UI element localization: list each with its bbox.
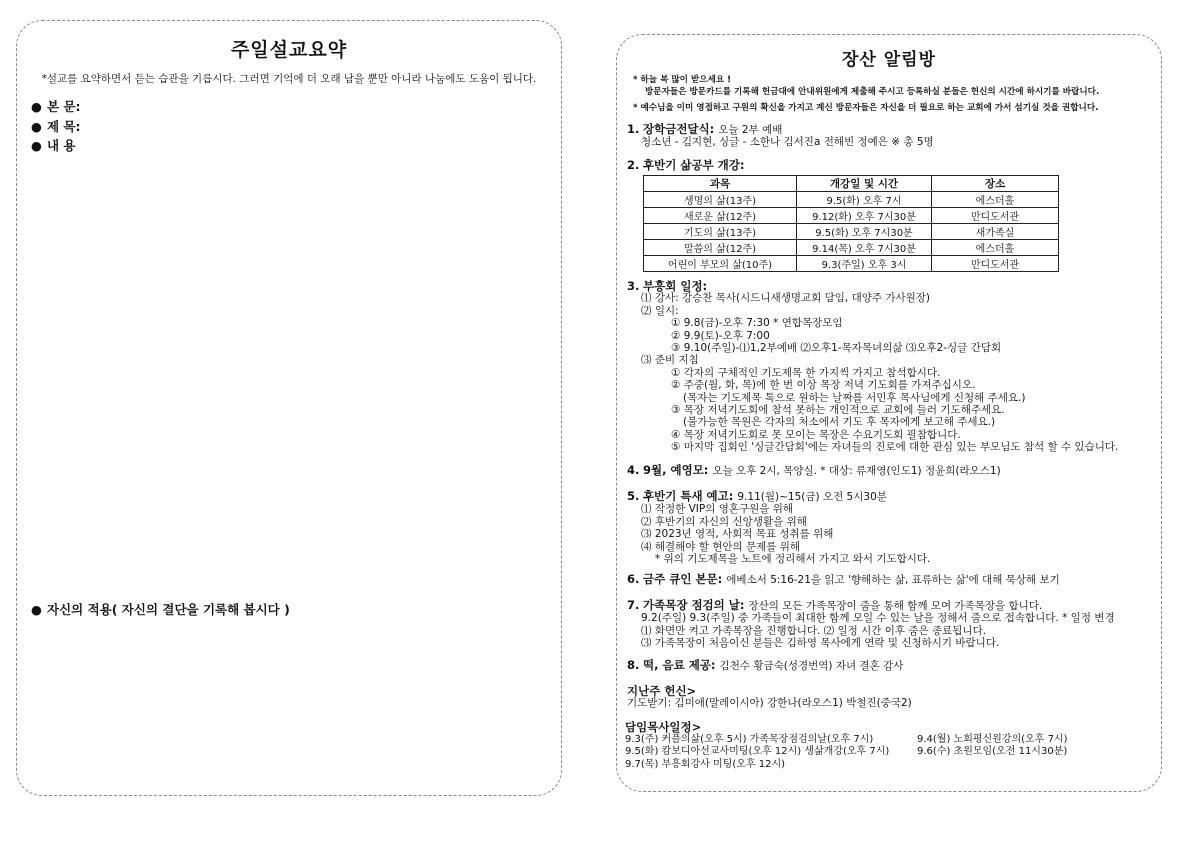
table-cell: 9.14(목) 오후 7시30분: [797, 240, 932, 256]
course-table: [643, 175, 1059, 272]
schedule-left: 9.3(주) 커플의삶(오후 5시) 가족목장점검의날(오후 7시): [625, 733, 874, 745]
table-header-row: [644, 176, 1059, 192]
special-dawn-line: * 위의 기도제목을 노트에 정리해서 가지고 와서 기도합시다.: [655, 553, 931, 566]
list-item: [625, 734, 1155, 747]
table-cell: 만디도서관: [932, 208, 1059, 224]
table-cell: 9.5(화) 오후 7시: [797, 192, 932, 208]
bullet-icon: ●: [31, 119, 42, 134]
section-special-dawn-head: 후반기 특새 예고:: [643, 489, 734, 503]
section-family-check-head: 가족목장 점검의 날:: [643, 598, 745, 612]
table-cell: 9.5(화) 오후 7시30분: [797, 224, 932, 240]
revival-line: ① 각자의 구체적인 기도제목 한 가지씩 가지고 참석합시다.: [671, 366, 941, 379]
section-special-dawn: 5. 후반기 특새 예고: 9.11(월)~15(금) 오전 5시30분 ⑴ 작정한 VIP의 영혼구원을 위해 ⑵ 후반기의 자신의 신앙생활을 위해 ⑶ 2023년 영적, 사회적 목표 성취를 위해 ⑷ 해결해야 할 현안의 문제를 위해 * 위의 기도제목을 노트에 정리해서 가지고 와서 기도합시다.: [627, 490, 1157, 565]
list-item: [625, 746, 1155, 759]
table-cell: 기도의 삶(13주): [644, 224, 797, 240]
family-check-line: ⑴ 화면만 켜고 가족목장을 진행합니다. ⑵ 일정 시간 이후 줌은 종료됩니다.: [641, 624, 987, 637]
revival-line: ④ 목장 저녁기도회로 못 모이는 목장은 수요기도회 필참합니다.: [671, 428, 961, 441]
special-dawn-line: ⑶ 2023년 영적, 사회적 목표 성취를 위해: [641, 528, 834, 541]
table-cell: 에스더홀: [932, 192, 1059, 208]
section-yeyoungmo: 4. 9월, 예영모: 오늘 오후 2시, 목양실. * 대상: 류재영(인도1) 정윤희(라오스1): [627, 463, 1001, 477]
section-scholarship: 1. 장학금전달식: 오늘 2부 예배 청소년 - 김지현, 싱글 - 소한나 김서진a 전해빈 정예은 ※ 총 5명: [627, 123, 1157, 149]
section-scholarship-line: 청소년 - 김지현, 싱글 - 소한나 김서진a 전해빈 정예은 ※ 총 5명: [641, 136, 934, 149]
pastor-schedule-head: 담임목사일정>: [625, 720, 702, 734]
revival-line: ⑤ 마지막 집회인 '싱글간담회'에는 자녀들의 진로에 대한 관심 있는 부모님도 참석 할 수 있습니다.: [671, 441, 1119, 454]
family-check-line: 9.2(주일) 9.3(주일) 중 가족들이 최대한 함께 모일 수 있는 날을 정해서 줌으로 접속합니다. * 일정 변경: [641, 612, 1115, 625]
table-cell: 만디도서관: [932, 256, 1059, 272]
revival-line: ⑴ 강사: 강승찬 목사(시드니새생명교회 담임, 대양주 가사원장): [641, 292, 931, 305]
pastor-schedule: [625, 721, 1155, 771]
revival-line: ⑵ 일시:: [641, 304, 679, 317]
schedule-left: 9.7(목) 부흥회강사 미팅(오후 12시): [625, 758, 786, 770]
bullet-application: [31, 600, 290, 618]
revival-line: (목자는 기도제목 톡으로 원하는 날짜를 서민후 목사님에게 신청해 주세요.): [683, 391, 1026, 404]
table-cell: 9.3(주일) 오후 3시: [797, 256, 932, 272]
revival-line: (불가능한 목원은 각자의 처소에서 기도 후 목자에게 보고해 주세요.): [683, 416, 996, 429]
notice-visitor-card: 방문자들은 방문카드를 기록해 헌금대에 안내위원에게 제출해 주시고 등록하실 분들은 헌신의 시간에 하시기를 바랍니다.: [645, 87, 1100, 97]
table-header: 과목: [644, 176, 797, 192]
notice-greeting: * 하늘 복 많이 받으세요 !: [633, 75, 732, 85]
section-scholarship-head: 장학금전달식:: [643, 122, 715, 136]
section-qt-value: 에베소서 5:16-21을 읽고 '향해하는 삶, 표류하는 삶'에 대해 묵상해 보기: [726, 574, 1060, 586]
revival-line: ③ 9.10(주일)-⑴1,2부예배 ⑵오후1-목자목녀의삶 ⑶오후2-싱글 간담회: [671, 342, 1002, 355]
revival-line: ③ 목장 저녁기도회에 참석 못하는 개인적으로 교회에 들러 기도해주세요.: [671, 404, 1005, 417]
bullet-application-label: 자신의 적용( 자신의 결단을 기록해 봅시다 ): [47, 602, 290, 617]
bullet-title: [31, 117, 81, 135]
family-check-line: ⑶ 가족목장이 처음이신 분들은 김하영 목사에게 연락 및 신청하시기 바랍니다.: [641, 637, 1000, 650]
section-life-study-head: 후반기 삶공부 개강:: [643, 158, 745, 172]
sermon-summary-panel: [16, 20, 562, 796]
special-dawn-line: ⑵ 후반기의 자신의 신앙생활을 위해: [641, 515, 807, 528]
sermon-summary-title: 주일설교요약: [230, 39, 348, 61]
section-scholarship-value: 오늘 2부 예배: [718, 124, 783, 136]
revival-line: ⑶ 준비 지침: [641, 354, 699, 367]
bullet-content: [31, 136, 76, 154]
table-row: [644, 256, 1059, 272]
section-refreshments-value: 김천수 황금숙(성경번역) 자녀 결혼 감사: [719, 660, 904, 672]
section-revival-head: 부흥회 일정:: [643, 279, 708, 293]
bullet-title-label: 제 목:: [47, 119, 81, 134]
table-cell: 말씀의 삶(12주): [644, 240, 797, 256]
section-refreshments: 8. 떡, 음료 제공: 김천수 황금숙(성경번역) 자녀 결혼 감사: [627, 658, 904, 672]
bullet-scripture-label: 본 문:: [47, 99, 81, 114]
section-qt-head: 금주 큐인 본문:: [643, 572, 723, 586]
table-row: [644, 240, 1059, 256]
section-offering-line: 기도받기: 김미애(말레이시아) 강한나(라오스1) 박철진(중국2): [627, 697, 912, 710]
section-offering: [627, 685, 1157, 710]
section-family-check-value: 장산의 모든 가족목장이 줌을 통해 함께 모여 가족목장을 합니다.: [748, 600, 1043, 612]
table-row: [644, 192, 1059, 208]
revival-line: ② 9.9(토)-오후 7:00: [671, 329, 770, 342]
table-row: [644, 224, 1059, 240]
table-header: 장소: [932, 176, 1059, 192]
bullet-scripture: [31, 97, 81, 115]
revival-line: ② 주중(월, 화, 목)에 한 번 이상 목장 저녁 기도회를 가져주십시오.: [671, 379, 976, 392]
section-offering-head: 지난주 헌신>: [627, 684, 697, 698]
schedule-right: 9.6(수) 초원모임(오전 11시30분): [917, 746, 1068, 757]
section-revival: 3. 부흥회 일정: ⑴ 강사: 강승찬 목사(시드니새생명교회 담임, 대양주 가사원장) ⑵ 일시: ① 9.8(금)-오후 7:30 * 연합목장모임 ② 9.9(토)-오후 7:00 ③ 9.10(주일)-⑴1,2부예배 ⑵오후1-목자목녀의삶 ⑶오후2-싱글 간담회 ⑶ 준비 지침 ① 각자의 구체적인 기도제목 한 가지씩 가지고 참석합시다. ② 주중(월, 화, 목)에 한 번 이상 목장 저녁 기도회를 가져주십시오. (목자는 기도제목 톡으로 원하는 날짜를 서민후 목사님에게 신청해 주세요.) ③ 목장 저녁기도회에 참석 못하는 개인적으로 교회에 들러 기도해주세요. (불가능한 목원은 각자의 처소에서 기도 후 목자에게 보고해 주세요.) ④ 목장 저녁기도회로 못 모이는 목장은 수요기도회 필참합니다. ⑤ 마지막 집회인 '싱글간담회'에는 자녀들의 진로에 대한 관심 있는 부모님도 참석 할 수 있습니다.: [627, 280, 1157, 454]
section-special-dawn-value: 9.11(월)~15(금) 오전 5시30분: [737, 491, 887, 503]
table-cell: 새가족실: [932, 224, 1059, 240]
section-qt: 6. 금주 큐인 본문: 에베소서 5:16-21을 읽고 '향해하는 삶, 표류하는 삶'에 대해 묵상해 보기: [627, 572, 1060, 586]
table-cell: 에스더홀: [932, 240, 1059, 256]
bullet-icon: ●: [31, 602, 42, 617]
list-item: [625, 759, 1155, 772]
table-header: 개강일 및 시간: [797, 176, 932, 192]
table-row: [644, 208, 1059, 224]
special-dawn-line: ⑴ 작정한 VIP의 영혼구원을 위해: [641, 503, 794, 516]
revival-line: ① 9.8(금)-오후 7:30 * 연합목장모임: [671, 317, 843, 330]
schedule-right: 9.4(월) 노회평신원강의(오후 7시): [917, 733, 1068, 745]
table-cell: 새로운 삶(12주): [644, 208, 797, 224]
special-dawn-line: ⑷ 해결해야 할 현안의 문제를 위해: [641, 540, 801, 553]
schedule-left: 9.5(화) 캄보디아선교사미팅(오후 12시) 생삶개강(오후 7시): [625, 746, 890, 757]
section-life-study: 2. 후반기 삶공부 개강:: [627, 158, 745, 172]
bullet-content-label: 내 용: [47, 138, 76, 153]
section-yeyoungmo-value: 오늘 오후 2시, 목양실. * 대상: 류재영(인도1) 정윤희(라오스1): [712, 465, 1001, 477]
announcements-title: 장산 알림방: [841, 50, 937, 70]
bullet-icon: ●: [31, 138, 42, 153]
bullet-icon: ●: [31, 99, 42, 114]
announcements-panel: [616, 34, 1162, 792]
table-cell: 생명의 삶(13주): [644, 192, 797, 208]
section-yeyoungmo-head: 9월, 예영모:: [643, 463, 709, 477]
section-refreshments-head: 떡, 음료 제공:: [643, 658, 716, 672]
section-family-check: 7. 가족목장 점검의 날: 장산의 모든 가족목장이 줌을 통해 함께 모여 가족목장을 합니다. 9.2(주일) 9.3(주일) 중 가족들이 최대한 함께 모일 수 있는 날을 정해서 줌으로 접속합니다. * 일정 변경 ⑴ 화면만 켜고 가족목장을 진행합니다. ⑵ 일정 시간 이후 줌은 종료됩니다. ⑶ 가족목장이 처음이신 분들은 김하영 목사에게 연락 및 신청하시기 바랍니다.: [627, 599, 1157, 650]
table-cell: 어린이 부모의 삶(10주): [644, 256, 797, 272]
notice-visitors-believers: * 예수님을 이미 영접하고 구원의 확신을 가지고 계신 방문자들은 자신을 더 필요로 하는 교회에 가서 섬기실 것을 권합니다.: [633, 103, 1099, 113]
table-cell: 9.12(화) 오후 7시30분: [797, 208, 932, 224]
sermon-summary-subtitle: *설교를 요약하면서 듣는 습관을 기릅시다. 그러면 기억에 더 오래 남을 뿐만 아니라 나눔에도 도움이 됩니다.: [41, 73, 537, 85]
